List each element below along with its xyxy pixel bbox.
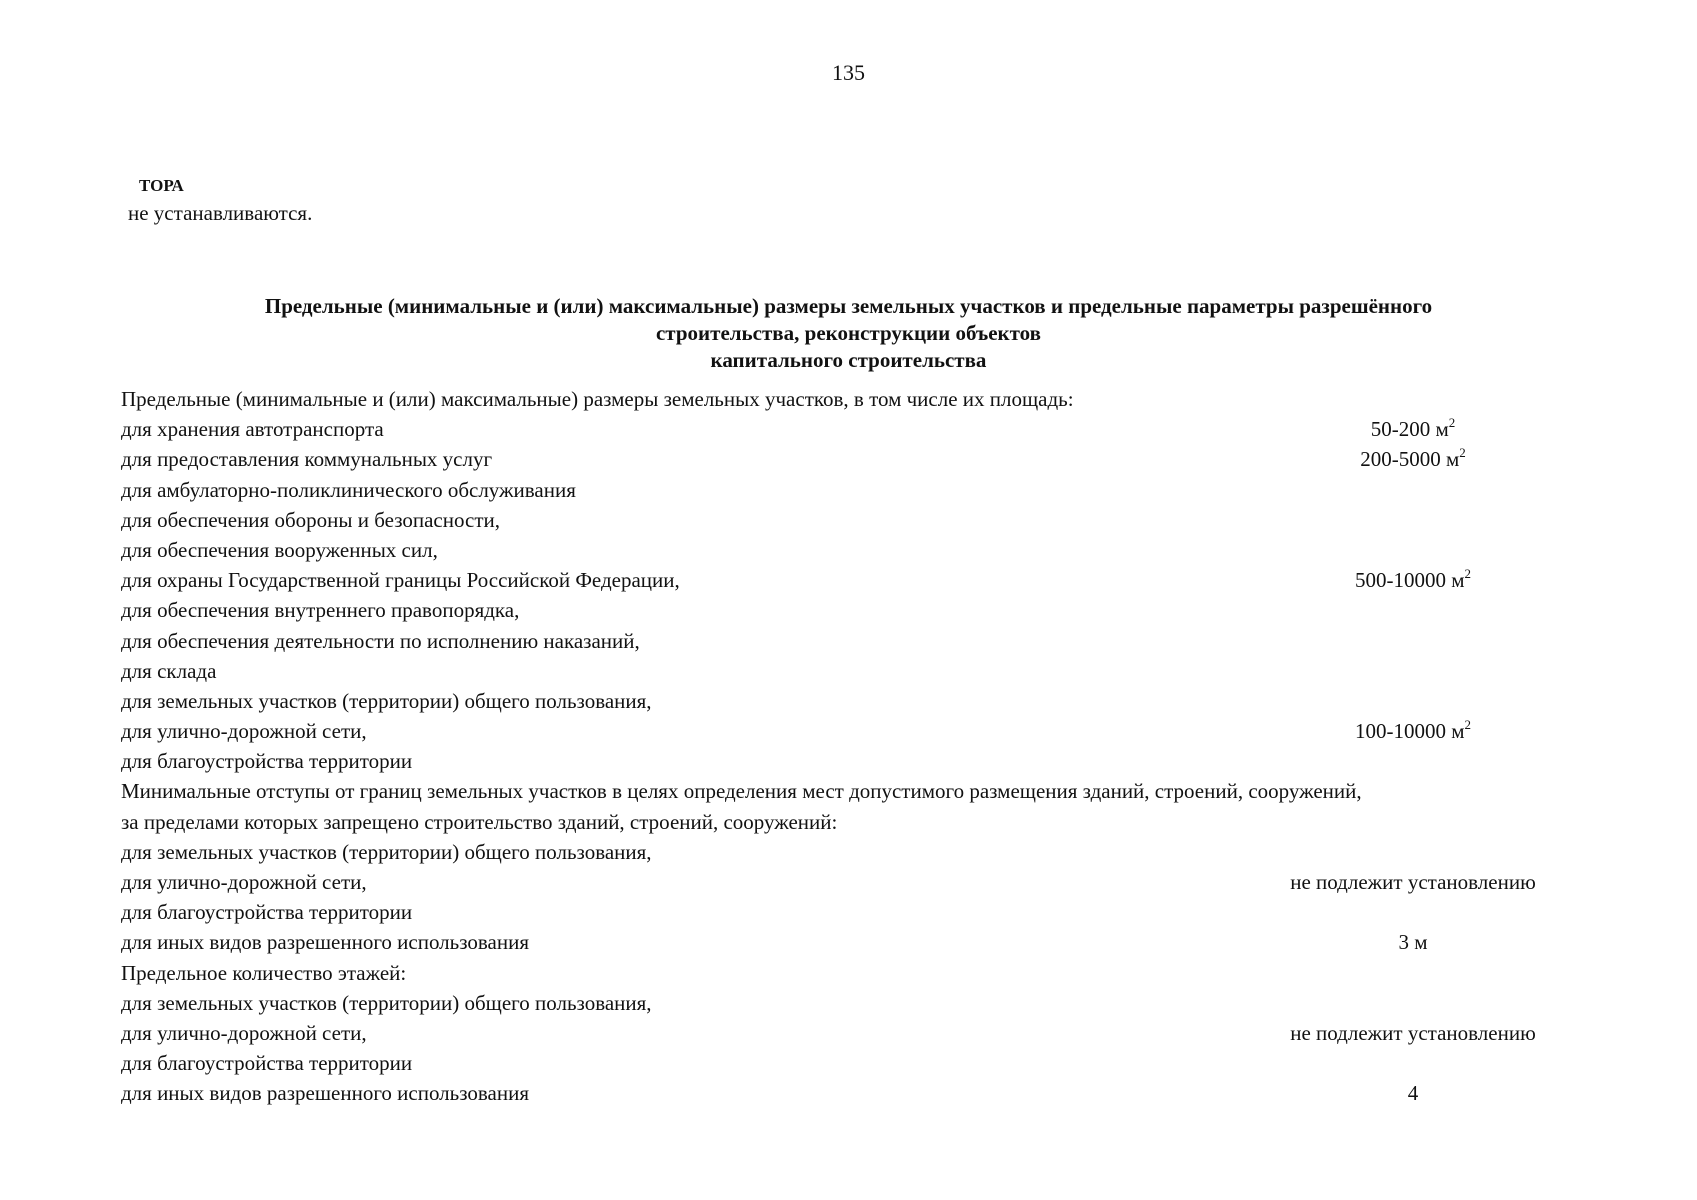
parameter-row bbox=[0, 626, 1697, 656]
parameter-value-text: 200-5000 м bbox=[1360, 447, 1460, 472]
parameters-list bbox=[0, 384, 1697, 1109]
parameter-value bbox=[1243, 716, 1583, 746]
unit-exponent: 2 bbox=[1459, 445, 1466, 461]
parameter-value-text: не подлежит установлению bbox=[1290, 870, 1536, 894]
parameter-value-text: не подлежит установлению bbox=[1290, 1020, 1536, 1045]
parameter-row bbox=[0, 746, 1697, 776]
parameter-row bbox=[0, 1078, 1697, 1108]
unit-exponent: 2 bbox=[1448, 415, 1456, 431]
parameter-label: для улично-дорожной сети, bbox=[121, 870, 367, 894]
parameter-label: для обеспечения обороны и безопасности, bbox=[121, 507, 501, 532]
parameter-label: для земельных участков (территории) общего пользования, bbox=[121, 990, 652, 1015]
zone-label: ТОРА bbox=[139, 176, 184, 195]
parameter-row bbox=[0, 1048, 1697, 1078]
parameter-label: для земельных участков (территории) общего пользования, bbox=[121, 688, 652, 713]
parameter-value bbox=[1243, 444, 1583, 474]
parameter-row bbox=[0, 716, 1697, 746]
parameter-value bbox=[1243, 927, 1583, 957]
parameter-label: для склада bbox=[121, 658, 217, 683]
parameter-label: для иных видов разрешенного использования bbox=[121, 930, 530, 955]
parameter-value-text: 100-10000 м bbox=[1354, 719, 1465, 744]
parameter-row bbox=[0, 414, 1697, 444]
parameter-value bbox=[1243, 1018, 1583, 1048]
parameter-row bbox=[0, 505, 1697, 535]
parameter-label: для амбулаторно-поликлинического обслуживания bbox=[121, 477, 576, 502]
parameter-label: для земельных участков (территории) общего пользования, bbox=[121, 839, 652, 864]
parameter-value-text: 50-200 м bbox=[1370, 417, 1449, 442]
parameter-label: для обеспечения вооруженных сил, bbox=[121, 537, 438, 562]
section-heading bbox=[0, 293, 1697, 374]
parameter-row bbox=[0, 565, 1697, 595]
parameter-label: для предоставления коммунальных услуг bbox=[121, 447, 493, 472]
parameter-row bbox=[0, 475, 1697, 505]
parameter-label: для благоустройства территории bbox=[121, 900, 413, 925]
parameter-value bbox=[1243, 867, 1583, 897]
unit-exponent: 2 bbox=[1464, 717, 1472, 733]
parameter-label: для хранения автотранспорта bbox=[121, 417, 384, 442]
parameter-row bbox=[0, 384, 1697, 414]
section-heading-line: капитального строительства bbox=[710, 348, 987, 372]
parameter-row bbox=[0, 867, 1697, 897]
parameter-label: Минимальные отступы от границ земельных участков в целях определения мест допустимого размещения зданий, строений, сооружений, bbox=[121, 779, 1362, 804]
parameter-row bbox=[0, 897, 1697, 927]
parameter-label: для охраны Государственной границы Российской Федерации, bbox=[121, 568, 680, 593]
parameter-label: для улично-дорожной сети, bbox=[121, 1020, 367, 1045]
parameter-row bbox=[0, 535, 1697, 565]
parameter-label: за пределами которых запрещено строительство зданий, строений, сооружений: bbox=[121, 809, 838, 834]
parameter-label: для улично-дорожной сети, bbox=[121, 719, 367, 744]
parameter-label: Предельное количество этажей: bbox=[121, 960, 407, 985]
parameter-value bbox=[1243, 1078, 1583, 1108]
parameter-label: для иных видов разрешенного использования bbox=[121, 1081, 530, 1106]
parameter-value-text: 4 bbox=[1407, 1081, 1419, 1106]
parameter-row bbox=[0, 837, 1697, 867]
parameter-row bbox=[0, 656, 1697, 686]
parameter-label: для обеспечения внутреннего правопорядка, bbox=[121, 598, 520, 623]
parameter-value-text: 500-10000 м bbox=[1354, 568, 1465, 593]
parameter-row bbox=[0, 807, 1697, 837]
parameter-value bbox=[1243, 414, 1583, 444]
section-heading-line: Предельные (минимальные и (или) максимальные) размеры земельных участков и предельные параметры разрешённого bbox=[264, 294, 1433, 318]
parameter-row bbox=[0, 776, 1697, 806]
zone-text: не устанавливаются. bbox=[128, 201, 313, 225]
parameter-value-text: 3 м bbox=[1398, 930, 1428, 955]
parameter-row bbox=[0, 686, 1697, 716]
parameter-value bbox=[1243, 565, 1583, 595]
section-heading-line: строительства, реконструкции объектов bbox=[655, 321, 1042, 345]
parameter-row bbox=[0, 958, 1697, 988]
parameter-row bbox=[0, 988, 1697, 1018]
parameter-row bbox=[0, 595, 1697, 625]
parameter-row bbox=[0, 444, 1697, 474]
unit-exponent: 2 bbox=[1464, 566, 1472, 582]
page-number: 135 bbox=[832, 60, 865, 85]
parameter-row bbox=[0, 1018, 1697, 1048]
parameter-label: для благоустройства территории bbox=[121, 749, 413, 774]
parameter-row bbox=[0, 927, 1697, 957]
parameter-label: Предельные (минимальные и (или) максимальные) размеры земельных участков, в том числе их площадь: bbox=[121, 387, 1074, 411]
parameter-label: для благоустройства территории bbox=[121, 1051, 413, 1076]
parameter-label: для обеспечения деятельности по исполнению наказаний, bbox=[121, 628, 640, 653]
